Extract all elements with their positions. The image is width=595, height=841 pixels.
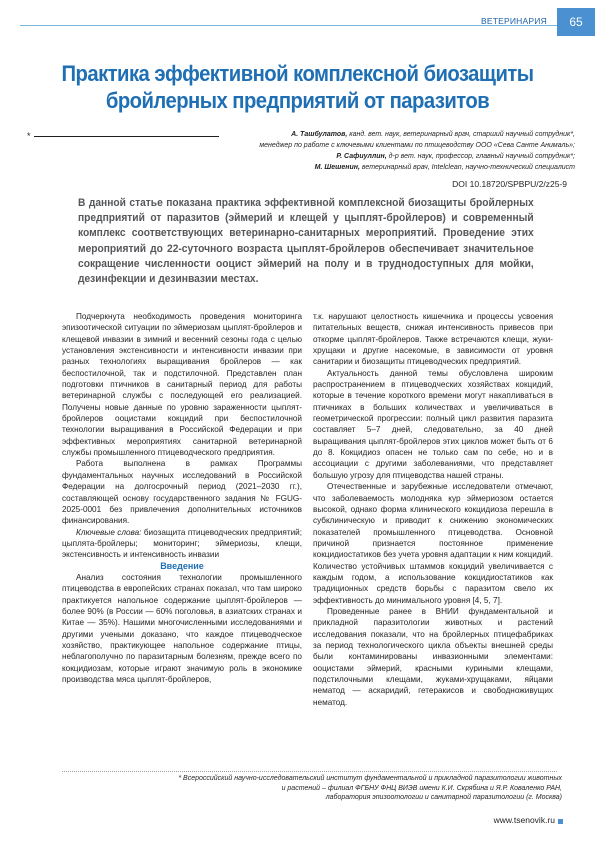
doi-link[interactable]: DOI 10.18720/SPBPU/2/z25-9 bbox=[452, 179, 567, 189]
author-divider bbox=[34, 136, 219, 137]
author-line bbox=[259, 142, 575, 149]
abstract: В данной статье показана практика эффективной комплексной биозащиты бройлерных предприятий от паразитов (эймерий и клещей у цыплят-бройлеров) и современный комплекс соответствующих ветеринарно-санитарных мероприятий. Проведение этих мероприятий до 22-суточного возраста цыплят-бройлеров обеспечивает значительное сокращение численности ооцист эймерий на полу и в труднодоступных для мойки, дезинфекции и дезинвазии местах. bbox=[78, 197, 534, 286]
author-line bbox=[336, 153, 575, 160]
body-paragraph: Проведенные ранее в ВНИИ фундаментальной и прикладной паразитологии животных и растений исследования показали, что на бройлерных птицефабриках за период технологического цикла объекты внешней среды были контаминированы инвазионными элементами: ооцистами эймерий, красными куриными клещами, подстилочными клещами, жуками-хрущаками, яйцами нематод — аскаридий, гетеракисов и свободноживущих нематод. bbox=[313, 606, 553, 707]
body-paragraph: Подчеркнута необходимость проведения мониторинга эпизоотической ситуации по эймериозам цыплят-бройлеров и клещевой инвазии в зимний и весенний сезоны года с целью установления экстенсивности и интенсивности инвазии при разных технологиях выращивания бройлеров — как беспостилочной, так и подстилочной. Представлен план подготовки птичников в санитарный период для работы ветеринарной службы с последующей его реализацией. Получены новые данные по уровню зараженности цыплят-бройлеров ооцистами кокцидий при беспостилочной технологии выращивания в Российской Федерации и при эффективных мероприятиях санитарной ветеринарной службы промышленного птицеводческого предприятия. bbox=[62, 312, 302, 458]
author-line bbox=[291, 131, 575, 138]
author-name: М. Шешенин, bbox=[314, 164, 360, 171]
header-rule bbox=[20, 25, 557, 26]
left-column bbox=[62, 311, 302, 685]
author-description: канд. вет. наук, ветеринарный врач, старший научный сотрудник*, bbox=[347, 131, 575, 138]
footnote-line: и растений – филиал ФГБНУ ФНЦ ВИЭВ имени К.И. Скрябина и Я.Р. Коваленко РАН, bbox=[281, 784, 562, 792]
body-paragraph: Актуальность данной темы обусловлена широким распространением в птицеводческих хозяйствах кокцидий, которые в течение короткого времени могут накапливаться в птичниках в больших количествах и увеличиваться в геометрической прогрессии: полный цикл развития паразита составляет 5–7 дней, следовательно, за 40 дней выращивания цыплят-бройлеров этих циклов может быть от 6 до 8. Кокцидиоз опасен не только сам по себе, но и в ассоциации с другими заболеваниями, что представляет большую угрозу для птицеводства нашей страны. bbox=[313, 368, 553, 480]
footnote-divider bbox=[62, 771, 557, 772]
article-title-line-2: бройлерных предприятий от паразитов bbox=[105, 88, 490, 113]
body-paragraph: Отечественные и зарубежные исследователи отмечают, что заболеваемость молодняка кур эймериозом остается высокой, однако форма клинического кокцидиоза перешла в субклиническую и приводит к снижению экономических показателей промышленного птицеводства. Основной причиной признается постоянное применение кокцидиостатиков без учета уровня адаптации к ним кокцидий. Количество устойчивых штаммов кокцидий увеличивается с каждым годом, а использование кокцидиостатиков как традиционных средств борьбы с паразитом свело их эффективность до минимального уровня [4, 5, 7]. bbox=[313, 482, 553, 605]
author-description: менеджер по работе с ключевыми клиентами по птицеводству ООО «Сева Санте Анималь»; bbox=[259, 142, 575, 149]
body-paragraph: Анализ состояния технологии промышленного птицеводства в европейских странах показал, что там широко практикуется напольное содержание цыплят-бройлеров — более 90% (в России — 60% поголовья, в азиатских странах и Китае — 35%). Нашими многочисленными исследованиями и другими учеными доказано, что каждое птицеводческое хозяйство, практикующее напольное содержание птицы, неблагополучно по паразитарным болезням, прежде всего по кокцидиозам, которые играют значимую роль в экономике производства мяса цыплят-бройлеров, bbox=[62, 572, 302, 684]
affiliation-asterisk: * bbox=[27, 131, 31, 141]
article-title bbox=[48, 60, 548, 114]
body-paragraph: Работа выполнена в рамках Программы фундаментальных научных исследований в Российской Федерации на долгосрочный период (2021–2030 гг.), составляющей основу государственного задания № FGUG-2025-0001 без привлечения дополнительных источников финансирования. bbox=[62, 459, 302, 526]
right-column bbox=[313, 311, 553, 708]
keywords bbox=[62, 527, 302, 561]
body-paragraph: т.к. нарушают целостность кишечника и процессы усвоения питательных веществ, снижая интенсивность привесов при откорме цыплят-бройлеров. Также встречаются клещи, жуки-хрущаки и другие насекомые, в зависимости от уровня санитарии и биозащиты птицеводческих предприятий. bbox=[313, 312, 553, 367]
author-description: д-р вет. наук, профессор, главный научный сотрудник*; bbox=[386, 153, 575, 160]
section-label: ВЕТЕРИНАРИЯ bbox=[481, 16, 547, 26]
article-title-line-1: Практика эффективной комплексной биозащиты bbox=[61, 61, 534, 86]
section-heading: Введение bbox=[160, 560, 204, 571]
footer-square-icon bbox=[558, 819, 563, 824]
author-name: А. Ташбулатов, bbox=[291, 131, 348, 138]
page-header bbox=[0, 0, 595, 38]
website-link[interactable]: www.tsenovik.ru bbox=[493, 815, 555, 825]
author-name: Р. Сафиуллин, bbox=[336, 153, 387, 160]
footnote-line: * Всероссийский научно-исследовательский институт фундаментальной и прикладной паразитологии животных bbox=[178, 775, 562, 782]
footnote bbox=[62, 774, 562, 803]
author-line bbox=[315, 164, 575, 171]
keywords-text: биозащита птицеводческих предприятий; цыплята-бройлеры; мониторинг; эймериозы, клещи, экстенсивность и интенсивность инвазии bbox=[62, 527, 302, 560]
page-number: 65 bbox=[557, 8, 595, 36]
footnote-line: лаборатория эпизоотологии и санитарной паразитологии (г. Москва) bbox=[325, 794, 562, 802]
author-description: ветеринарный врач, Intelclean, научно-технический специалист bbox=[359, 164, 575, 171]
keywords-label: Ключевые слова: bbox=[76, 527, 142, 537]
